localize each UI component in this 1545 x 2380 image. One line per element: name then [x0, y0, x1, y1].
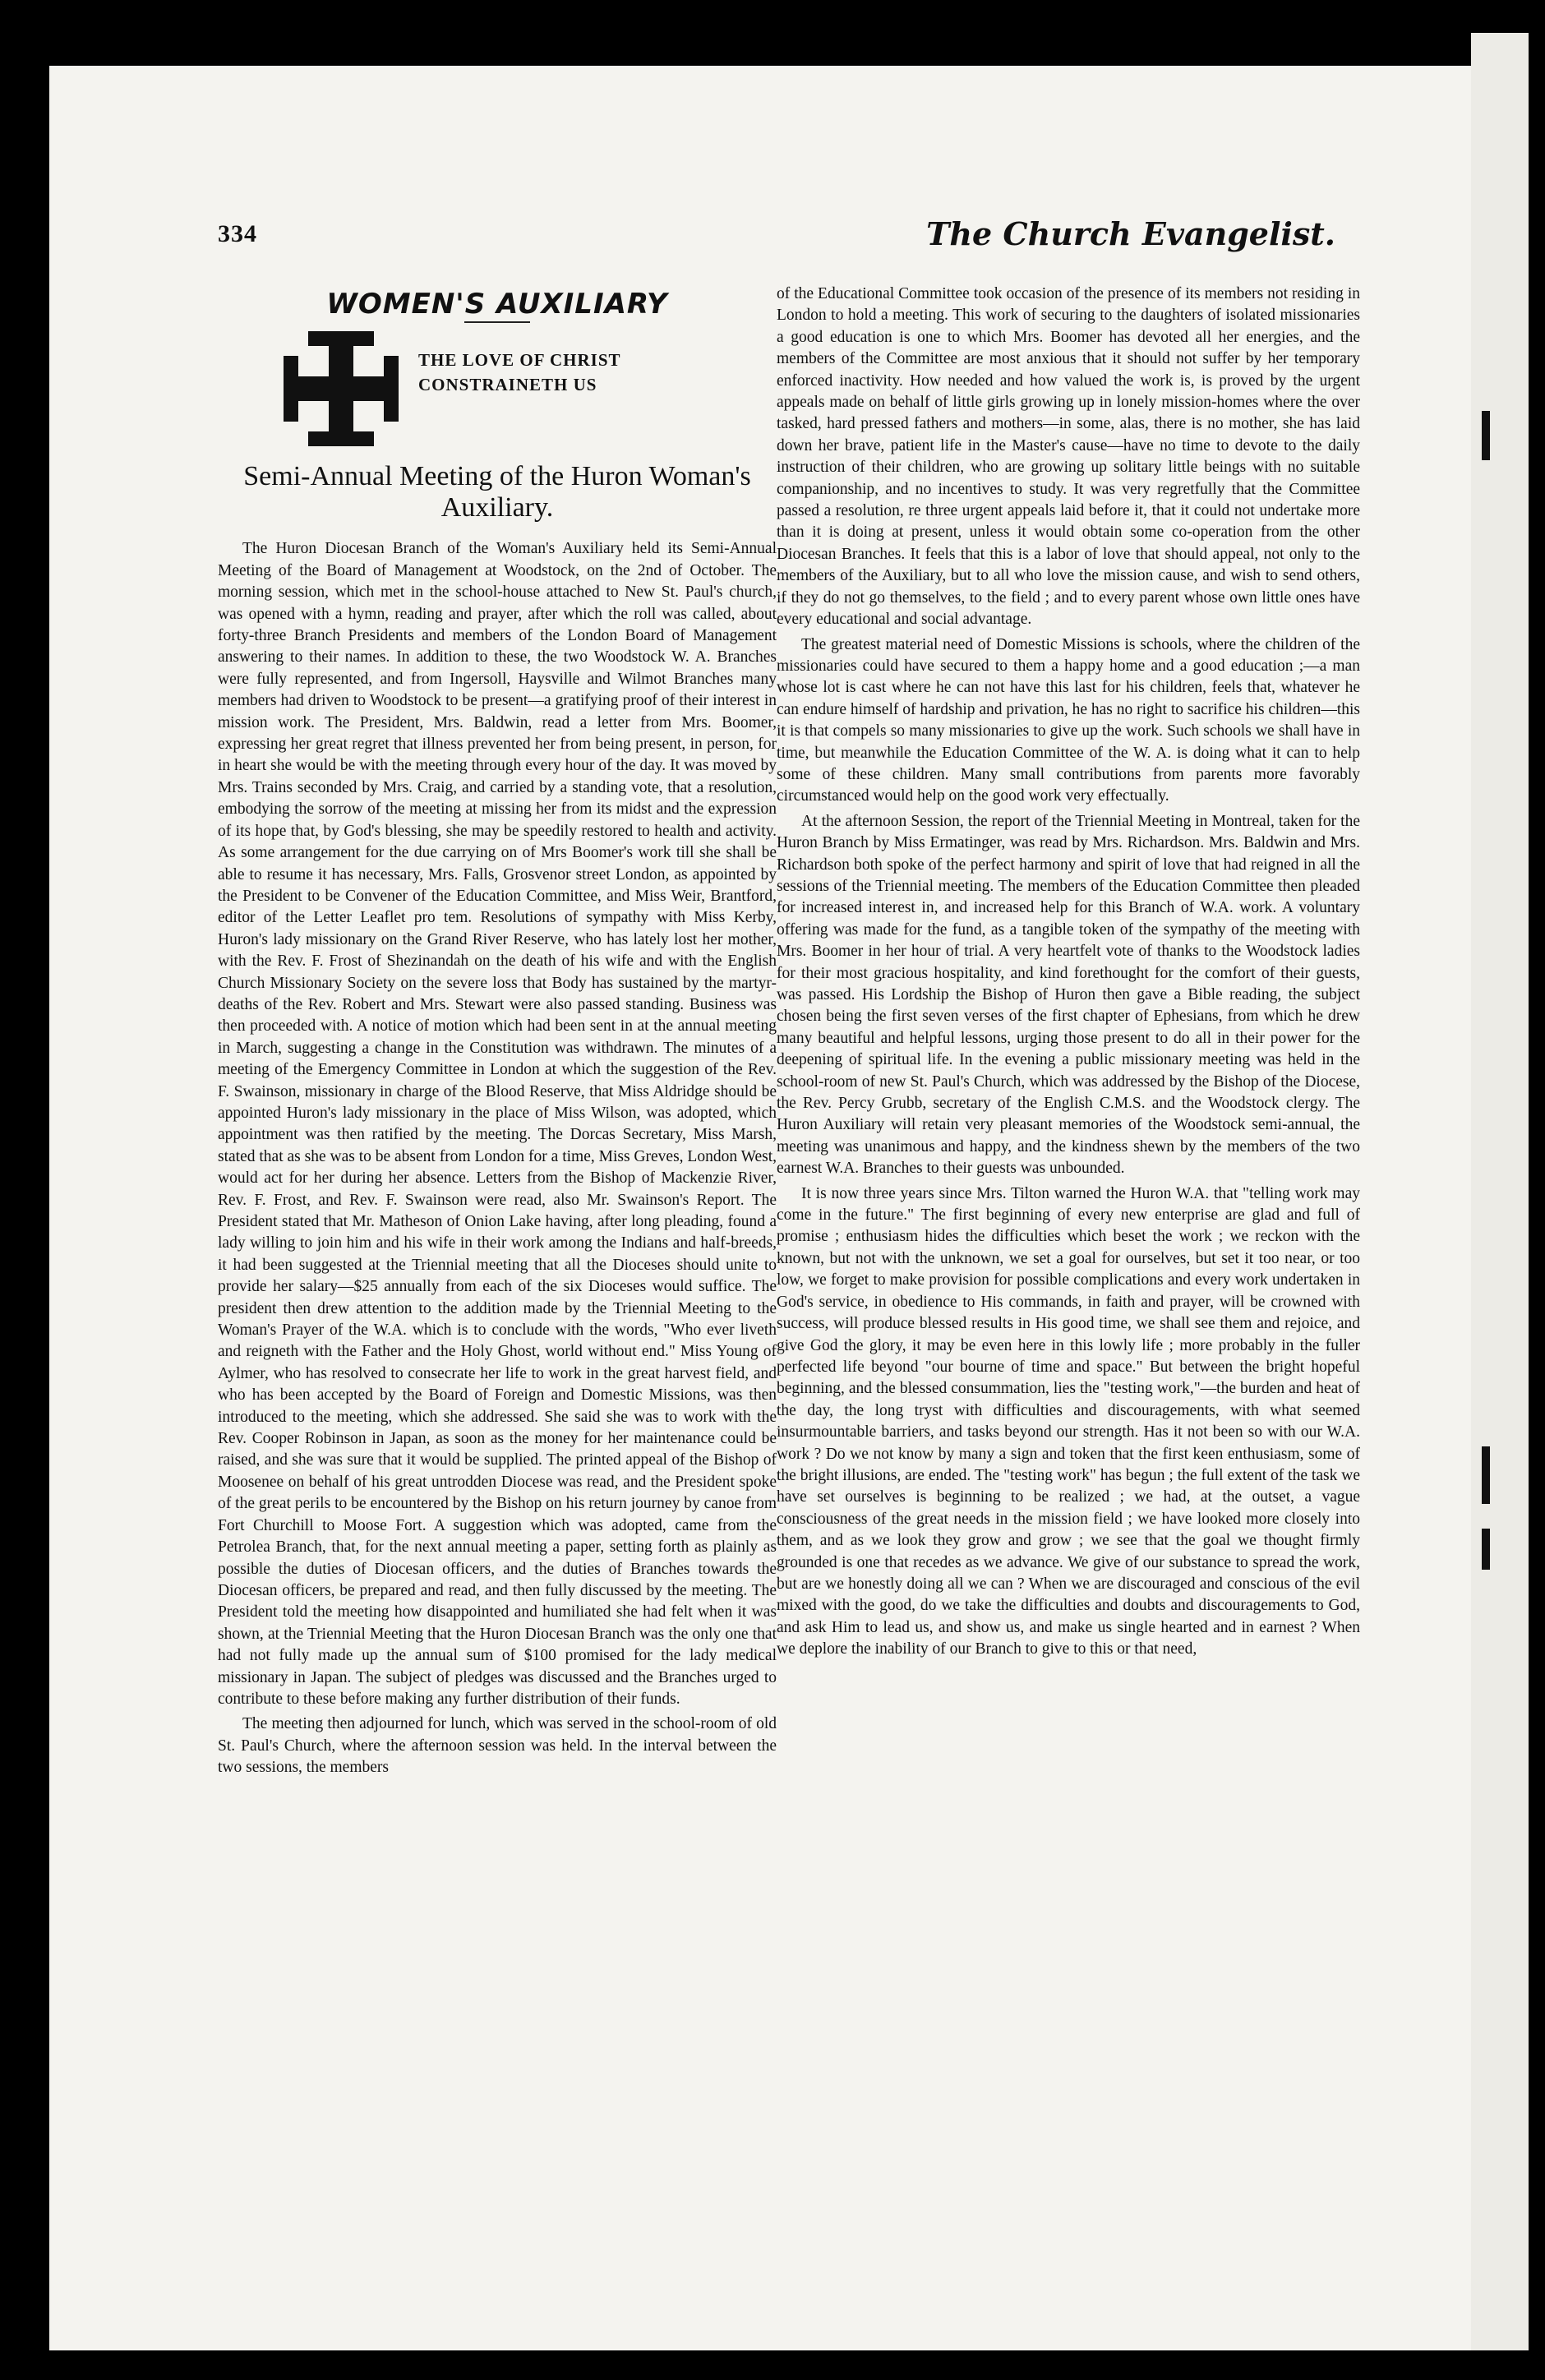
article-paragraph: The meeting then adjourned for lunch, which was served in the school-room of old St. Paul's Church, where the afternoon session was held. In the interval between the two sessions, the members: [218, 1715, 777, 1777]
motto-line: CONSTRAINETH US: [418, 375, 597, 395]
heading-rule: [464, 321, 530, 323]
page-number: 334: [218, 220, 257, 247]
section-heading: WOMEN'S AUXILIARY: [326, 288, 668, 321]
article-paragraph: The Huron Diocesan Branch of the Woman's Auxiliary held its Semi-Annual Meeting of the Board of Management at Woodstock, on the 2nd of October. The morning session, which met in the school-house attached to New St. Paul's church, was opened with a hymn, reading and prayer, after which the roll was called, about forty-three Branch Presidents and members of the London Board of Management answering to their names. In addition to these, the two Woodstock W. A. Branches were fully represented, and from Ingersoll, Haysville and Wilmot Branches many members had driven to Woodstock to be present—a gratifying proof of their interest in mission work. The President, Mrs. Baldwin, read a letter from Mrs. Boomer, expressing her great regret that illness prevented her from being present, in person, for in heart she would be with the meeting through every hour of the day. It was moved by Mrs. Trains seconded by Mrs. Craig, and carried by a standing vote, that a resolution, embodying the sorrow of the meeting at missing her from its midst and the expression of its hope that, by God's blessing, she may be speedily restored to health and activity. As some arrangement for the due carrying on of Mrs Boomer's work till she shall be able to resume it has necessary, Mrs. Falls, Grosvenor street London, as appointed by the President to be Convener of the Education Committee, and Miss Weir, Brantford, editor of the Letter Leaflet pro tem. Resolutions of sympathy with Miss Kerby, Huron's lady missionary on the Grand River Reserve, who has lately lost her mother, with the Rev. F. Frost of Shezinandah on the death of his wife and with the English Church Missionary Society on the severe loss that Body has sustained by the martyr-deaths of the Rev. Robert and Mrs. Stewart were also passed standing. Business was then proceeded with. A notice of motion which had been sent in at the annual meeting in March, suggesting a change in the Constitution was withdrawn. The minutes of a meeting of the Emergency Committee in London at which the suggestion of the Rev. F. Swainson, missionary in charge of the Blood Reserve, that Miss Aldridge should be appointed Huron's lady missionary in the place of Miss Wilson, was adopted, which appointment was then ratified by the meeting. The Dorcas Secretary, Miss Marsh, stated that as she was to be absent from London for a time, Miss Greves, London West, would act for her during her absence. Letters from the Bishop of Mackenzie River, Rev. F. Frost, and Rev. F. Swainson were read, also Mr. Swainson's Report. The President stated that Mr. Matheson of Onion Lake having, after long pleading, found a lady willing to join him and his wife in their work among the Indians and half-breeds, it had been suggested at the Triennial meeting that all the Dioceses should unite to provide her salary—$25 annually from each of the six Dioceses would suffice. The president then drew attention to the addition made by the Triennial Meeting to the Woman's Prayer of the W.A. which is to conclude with the words, "Who ever liveth and reigneth with the Father and the Holy Ghost, world without end." Miss Young of Aylmer, who has resolved to consecrate her life to work in the great harvest field, and who has been accepted by the Board of Foreign and Domestic Missions, was then introduced to the meeting, which she addressed. She said she was to work with the Rev. Cooper Robinson in Japan, as soon as the money for her maintenance could be raised, and she was sure that it would be supplied. The printed appeal of the Bishop of Moosenee on behalf of his great untrodden Diocese was read, and the President spoke of the great perils to be encountered by the Bishop on his return journey by canoe from Fort Churchill to Moose Fort. A suggestion which was adopted, came from the Petrolea Branch, that, for the next annual meeting a paper, setting forth as plainly as possible the duties of Diocesan officers, and the duties of Branches towards the Diocesan officers, be prepared and read, and then fully discussed by the meeting. The President told the meeting how disappointed and humiliated she had felt when it was shown, at the Triennial Meeting that the Huron Diocesan Branch was the only one that had not fully made up the annual sum of $100 promised for the lady medical missionary in Japan. The subject of pledges was discussed and the Branches urged to contribute to these before making any further distribution of their funds.: [218, 540, 777, 1708]
article-paragraph: The greatest material need of Domestic Missions is schools, where the children of the missionaries could have secured to them a happy home and a good education ;—a man whose lot is cast where he can not have this last for his children, feels that, whatever he can endure himself of hardship and privation, he has no right to sacrifice his children—this it is that compels so many missionaries to give up the work. Such schools we shall have in time, but meanwhile the Education Committee of the W. A. is doing what it can to help some of these children. Many small contributions from parents more favorably circumstanced would help on the good work very effectually.: [777, 635, 1360, 805]
page-header: [218, 215, 1335, 265]
motto: [418, 348, 621, 397]
article-paragraph: At the afternoon Session, the report of the Triennial Meeting in Montreal, taken for the Huron Branch by Miss Ermatinger, was read by Mrs. Richardson. Mrs. Baldwin and Mrs. Richardson both spoke of the perfect harmony and spirit of love that had reigned in all the sessions of the Triennial meeting. The members of the Education Committee then pleaded for increased interest in, and increased help for this Branch of W.A. work. A voluntary offering was made for the fund, as a tangible token of the sympathy of the meeting with Mrs. Boomer in her hour of trial. A very heartfelt vote of thanks to the Woodstock ladies for their most gracious hospitality, and kind forethought for the comfort of their guests, was passed. His Lordship the Bishop of Huron then gave a Bible reading, the subject chosen being the first seven verses of the first chapter of Ephesians, from which he drew many beautiful and helpful lessons, urging those present to do all in their power for the deepening of spiritual life. In the evening a public missionary meeting was held in the school-room of new St. Paul's Church, which was addressed by the Bishop of the Diocese, the Rev. Percy Grubb, secretary of the English C.M.S. and the Woodstock clergy. The Huron Auxiliary will retain very pleasant memories of the Woodstock semi-annual, the meeting was unanimous and happy, and the kindness shewn by the members of the two earnest W.A. Branches to their guests was unbounded.: [777, 812, 1360, 1178]
emblem-row: [284, 331, 777, 446]
cross-emblem-icon: [284, 331, 399, 446]
scan-border: [0, 0, 49, 2380]
article-paragraph: It is now three years since Mrs. Tilton warned the Huron W.A. that "telling work may come in the future." The first beginning of every new enterprise are glad and full of promise ; enthusiasm hides the difficulties which beset the work ; we reckon with the known, but not with the unknown, we set a goal for ourselves, but set it too near, or too low, we forget to make provision for possible complications and every work undertaken in God's service, in obedience to His commands, in faith and prayer, will be crowned with success, will produce blessed results in His good time, we shall see them and rejoice, and give God the glory, it may be even here in this lowly life ; more probably in the fuller perfected life beyond "our bourne of time and space." But between the bright hopeful beginning, and the blessed consummation, lies the "testing work,"—the burden and heat of the day, the long tryst with difficulties and discouragements, with what seemed insurmountable barriers, and tasks beyond our strength. Has it not been so with our W.A. work ? Do we not know by many a sign and token that the first keen enthusiasm, some of the bright illusions, are ended. The "testing work" has begun ; the full extent of the task we have set ourselves is beginning to be realized ; we had, at the outset, a vague consciousness of the great needs in the mission field ; we have looked more closely into them, and as we look they grow and grow ; we see that the goal we thought firmly grounded is one that recedes as we advance. We give of our substance to spread the work, but are we honestly doing all we can ? When we are discouraged and conscious of the evil mixed with the good, do we take the difficulties and doubts and discouragements to God, and ask Him to lead us, and show us, and make us single hearted and in earnest ? When we deplore the inability of our Branch to give to this or that need,: [777, 1184, 1360, 1658]
edge-mark: [1482, 1446, 1490, 1504]
article-paragraph: of the Educational Committee took occasion of the presence of its members not residing in London to hold a meeting. This work of securing to the daughters of isolated missionaries a good education is one to which Mrs. Boomer has devoted all her energies, and the members of the Committee are most anxious that it should not suffer by her temporary enforced inactivity. How needed and how valued the work is, is proved by the urgent appeals made on behalf of little girls growing up in lonely mission-homes where the over tasked, hard pressed fathers and mothers—in some, alas, there is no mother, she has laid down her brave, patient life in the Master's cause—have no time to devote to the daily instruction of their children, who are growing up solitary little beings with no suitable companionship, and no incentives to study. It was very regretfully that the Committee passed a resolution, re three urgent appeals laid before it, that it could not undertake more than it is doing at present, unless it would obtain some co-operation from the other Diocesan Branches. It feels that this is a labor of love that should appeal, not only to the members of the Auxiliary, but to all who love the mission cause, and wish to send others, if they do not go themselves, to the field ; and to every parent whose own little ones have every educational and social advantage.: [777, 285, 1360, 629]
edge-mark: [1482, 411, 1490, 460]
next-page-edge: [1471, 33, 1529, 2350]
journal-title: The Church Evangelist.: [926, 215, 1335, 252]
article-title: Semi-Annual Meeting of the Huron Woman's Auxiliary.: [243, 461, 751, 524]
right-column: [777, 284, 1360, 1661]
left-column: [218, 284, 777, 1779]
motto-line: THE LOVE OF CHRIST: [418, 350, 621, 371]
edge-mark: [1482, 1529, 1490, 1570]
